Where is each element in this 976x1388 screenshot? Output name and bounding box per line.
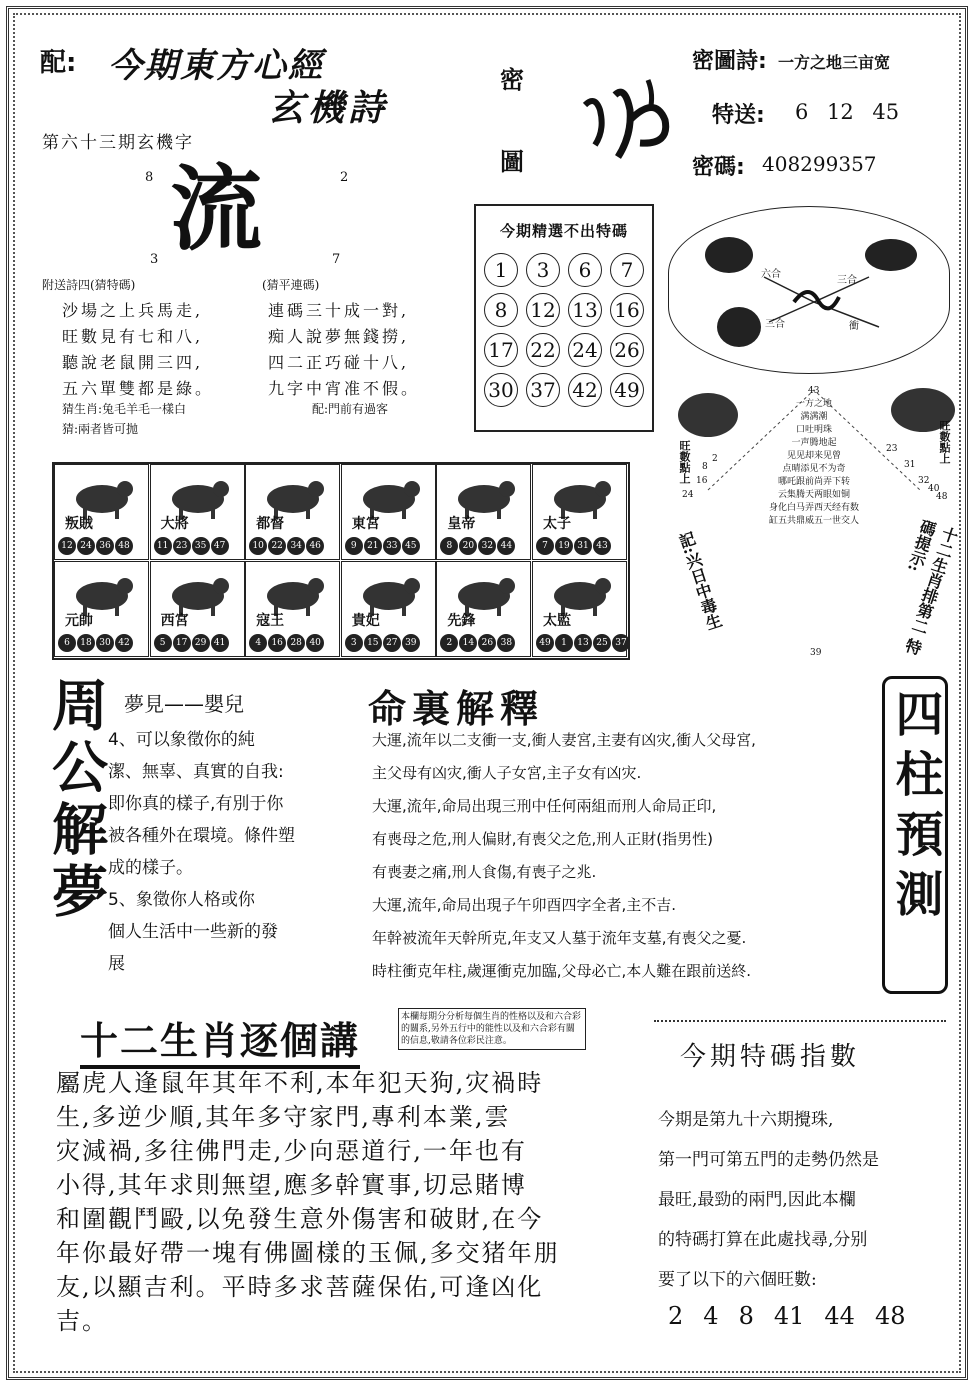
fan-num: 43: [808, 386, 820, 396]
selection-grid: [484, 253, 652, 407]
zodiac-cell: [150, 464, 245, 560]
zodiac-talk-line: 屬虎人逢鼠年其年不利,本年犯天狗,灾禍時: [56, 1069, 544, 1097]
index-numbers: [668, 1302, 905, 1330]
fan-num: 16: [696, 476, 708, 486]
label-sanhe-2: 三合: [765, 319, 785, 330]
zodiac-cell: [54, 561, 149, 657]
zodiac-ball: 28: [287, 634, 305, 652]
special-send-nums: 6 12 45: [795, 100, 900, 124]
zodiac-ball: 12: [58, 537, 76, 555]
zodiac-ball: 18: [77, 634, 95, 652]
pillar-box: [882, 676, 948, 994]
dream-line: 潔、無辜、真實的自我:: [108, 762, 284, 782]
zodiac-ball: 41: [211, 634, 229, 652]
dream-line: 展: [108, 954, 125, 974]
zodiac-ball: 31: [574, 537, 592, 555]
fan-num: 32: [918, 476, 930, 486]
zodiac-ball: 44: [497, 537, 515, 555]
zodiac-talk-line: 灾減禍,多往佛門走,少向惡道行,一年也有: [56, 1137, 527, 1165]
issue-label: 第六十三期玄機字: [42, 133, 194, 153]
zodiac-cell: [532, 464, 627, 560]
dream-line: 個人生活中一些新的發: [108, 922, 278, 942]
zodiac-ball: 46: [306, 537, 324, 555]
zodiac-ball: 48: [115, 537, 133, 555]
relation-lines-icon: [669, 207, 951, 375]
zodiac-cell: [341, 561, 436, 657]
zodiac-ball: 42: [115, 634, 133, 652]
zodiac-ball: 8: [440, 537, 458, 555]
zodiac-ball: 9: [345, 537, 363, 555]
dream-line: 4、可以象徵你的純: [108, 730, 255, 750]
zodiac-name: 都督: [256, 516, 285, 532]
zodiac-name: 寇王: [256, 613, 285, 629]
zodiac-cell: [436, 561, 531, 657]
zodiac-talk-line: 吉。: [56, 1307, 108, 1335]
zodiac-ball: 33: [383, 537, 401, 555]
fan-note-right: 十二生肖排第二 特碼提示:: [901, 516, 961, 657]
fan-line: 一方之地: [795, 399, 832, 409]
fan-line: 身化白马弄西天经有数: [768, 503, 859, 513]
secret-label-top: 密: [500, 65, 524, 94]
zodiac-ball: 38: [497, 634, 515, 652]
zodiac-ball: 30: [96, 634, 114, 652]
zodiac-ball: 10: [249, 537, 267, 555]
corner-num-tr: 2: [340, 170, 349, 185]
index-divider: [654, 1020, 946, 1024]
zodiac-talk-line: 友,以顯吉利。平時多求菩薩保佑,可逢凶化: [56, 1273, 544, 1301]
title-heart-sutra: 今期東方心經: [108, 46, 324, 86]
zodiac-cell: [150, 561, 245, 657]
zodiac-ball: 45: [402, 537, 420, 555]
dream-subtitle: 夢見——嬰兒: [124, 692, 244, 716]
zodiac-talk-title: 十二生肖逐個講: [80, 1010, 360, 1069]
corner-num-br: 7: [332, 252, 341, 267]
zodiac-balls: [154, 537, 230, 555]
index-number: 4: [703, 1302, 719, 1330]
zodiac-ball: 17: [173, 634, 191, 652]
zodiac-name: 先鋒: [447, 613, 476, 629]
zodiac-talk-line: 年你最好帶一塊有佛圖樣的玉佩,多交猪年朋: [56, 1239, 560, 1267]
index-number: 44: [824, 1302, 855, 1330]
fan-num: 2: [712, 454, 718, 464]
zodiac-cell: [54, 464, 149, 560]
zodiac-ball: 1: [555, 634, 573, 652]
zodiac-talk-line: 生,多逆少順,其年多守家門,專利本業,雲: [56, 1103, 511, 1131]
zodiac-ball: 37: [612, 634, 630, 652]
zodiac-cell: [532, 561, 627, 657]
index-line: 今期是第九十六期攪珠,: [658, 1110, 834, 1130]
selection-number: 16: [610, 293, 644, 327]
index-number: 8: [738, 1302, 754, 1330]
zodiac-name: 西宮: [160, 613, 189, 629]
zodiac-name: 叛賊: [65, 516, 93, 532]
fate-line: 大運,流年,命局出現子午卯酉四字全者,主不吉.: [372, 896, 677, 914]
zodiac-ball: 23: [173, 537, 191, 555]
secret-picture-calligraphy-icon: [570, 65, 680, 175]
poem-left-line: 沙場之上兵馬走,: [62, 301, 204, 320]
zodiac-cell: [245, 561, 340, 657]
zodiac-talk-line: 小得,其年求則無望,應多幹實事,切忌賭博: [56, 1171, 527, 1199]
selection-number: 13: [568, 293, 602, 327]
zodiac-ball: 40: [306, 634, 324, 652]
zodiac-ball: 49: [536, 634, 554, 652]
poem-left-line: 五六單雙都是綠。: [62, 379, 215, 398]
index-line: 第一門可第五門的走勢仍然是: [658, 1150, 879, 1170]
index-line: 最旺,最勁的兩門,因此本欄: [658, 1190, 856, 1210]
zodiac-balls: [58, 537, 134, 555]
poem-left-line: 旺數見有七和八,: [62, 327, 204, 346]
dream-line: 即你真的樣子,有別于你: [108, 794, 284, 814]
index-number: 48: [874, 1302, 906, 1330]
poem-right-line: 九字中宵准不假。: [268, 379, 421, 398]
zodiac-balls: [249, 537, 325, 555]
poem-left: [62, 298, 214, 402]
zodiac-ball: 36: [96, 537, 114, 555]
zodiac-ball: 7: [536, 537, 554, 555]
zodiac-ball: 26: [478, 634, 496, 652]
fan-line: 点晴添见不为奇: [782, 464, 846, 474]
fan-diagram: [668, 380, 960, 660]
zodiac-cell: [436, 464, 531, 560]
poem-right-line: 四二正巧碰十八,: [268, 353, 410, 372]
zodiac-name: 貴妃: [351, 613, 380, 629]
zodiac-name: 皇帝: [447, 516, 476, 532]
zodiac-ball: 24: [77, 537, 95, 555]
selection-number: 6: [568, 253, 602, 287]
zodiac-ball: 16: [268, 634, 286, 652]
fan-num: 24: [682, 490, 694, 500]
zodiac-ball: 25: [593, 634, 611, 652]
zodiac-balls: [440, 537, 516, 555]
zodiac-ball: 13: [574, 634, 592, 652]
zodiac-talk-note: 本欄每期分分析每個生肖的性格以及和六合彩的關系,另外五行中的能性以及和六合彩有關的信息,敬請各位彩民注意。: [398, 1008, 586, 1050]
fate-line: 時柱衝克年柱,歲運衝克加臨,父母必亡,本人難在跟前送終.: [372, 962, 752, 980]
dream-line: 成的樣子。: [108, 858, 193, 878]
zodiac-name: 大將: [160, 516, 189, 532]
zodiac-grid: [52, 462, 630, 660]
selection-number: 8: [484, 293, 518, 327]
index-title: 今期特碼指數: [680, 1042, 861, 1072]
zodiac-name: 元帥: [65, 613, 93, 629]
zodiac-ball: 47: [211, 537, 229, 555]
poem-note-guess: 猜:兩者皆可抛: [62, 422, 139, 436]
secret-code-label: 密碼:: [692, 155, 745, 180]
fan-num: 48: [936, 492, 948, 502]
fate-line: 主父母有凶灾,衝人子女宮,主子女有凶灾.: [372, 764, 642, 782]
fate-line: 大運,流年以二支衝一支,衝人妻宮,主妻有凶灾,衝人父母宮,: [372, 731, 756, 749]
dream-vertical-title: 周公解夢: [43, 676, 108, 924]
zodiac-ball: 15: [364, 634, 382, 652]
selection-number: 24: [568, 333, 602, 367]
fate-text: [372, 724, 884, 988]
index-number: 41: [773, 1302, 805, 1330]
tag-right: 旺數點上: [938, 420, 951, 464]
zodiac-ball: 43: [593, 537, 611, 555]
selection-number: 37: [526, 373, 560, 407]
index-number: 2: [668, 1302, 684, 1330]
zodiac-balls: [536, 537, 612, 555]
zodiac-relation-diagram: [668, 206, 950, 374]
secret-poem-text: 一方之地三亩宽: [778, 53, 891, 72]
zodiac-balls: [440, 634, 516, 652]
fan-num: 8: [702, 462, 708, 472]
zodiac-ball: 32: [478, 537, 496, 555]
poem-right-caption: (猜平連碼): [262, 278, 320, 292]
zodiac-name: 太子: [543, 516, 571, 532]
fan-line: 缸五共鼎威五一世交人: [768, 516, 859, 526]
zodiac-talk-text: [56, 1066, 646, 1338]
selection-number: 26: [610, 333, 644, 367]
poem-right-line: 連碼三十成一對,: [268, 301, 410, 320]
selection-number: 12: [526, 293, 560, 327]
fan-num: 39: [810, 648, 822, 658]
fan-num: 40: [928, 484, 940, 494]
zodiac-ball: 4: [249, 634, 267, 652]
zodiac-ball: 34: [287, 537, 305, 555]
zodiac-balls: [536, 634, 631, 652]
selection-number: 7: [610, 253, 644, 287]
zodiac-ball: 21: [364, 537, 382, 555]
label-sanhe-1: 三合: [837, 275, 857, 286]
zodiac-ball: 5: [154, 634, 172, 652]
poem-left-line: 聽說老鼠開三四,: [62, 353, 204, 372]
zodiac-ball: 27: [383, 634, 401, 652]
selection-number: 17: [484, 333, 518, 367]
index-text: [658, 1100, 948, 1300]
fan-note-left: 記:兴日中毒生: [674, 529, 725, 633]
zodiac-ball: 3: [345, 634, 363, 652]
zodiac-name: 東宮: [351, 516, 380, 532]
poem-note-zodiac: 猜生肖:兔毛羊毛一樣白: [62, 402, 187, 416]
zodiac-ball: 19: [555, 537, 573, 555]
fate-line: 大運,流年,命局出現三刑中任何兩組而刑人命局正印,: [372, 797, 717, 815]
zodiac-balls: [345, 634, 421, 652]
selection-number: 3: [526, 253, 560, 287]
zodiac-balls: [345, 537, 421, 555]
fate-title: 命裏解釋: [368, 687, 545, 731]
zodiac-ball: 14: [459, 634, 477, 652]
special-send-label: 特送:: [712, 103, 765, 128]
zodiac-ball: 20: [459, 537, 477, 555]
selection-number: 30: [484, 373, 518, 407]
secret-code-value: 408299357: [762, 152, 877, 176]
secret-label-bottom: 圖: [500, 147, 524, 176]
fan-text: [728, 398, 900, 528]
poem-right: [268, 298, 420, 402]
zodiac-balls: [249, 634, 325, 652]
corner-num-tl: 8: [145, 170, 154, 185]
selection-number: 49: [610, 373, 644, 407]
selection-box: [474, 204, 654, 432]
fan-line: 见见却来见曾: [786, 451, 841, 461]
dream-line: 被各種外在環境。條件塑: [108, 826, 295, 846]
index-line: 的特碼打算在此處找尋,分别: [658, 1230, 868, 1250]
poem-note-match: 配:門前有過客: [312, 402, 389, 416]
fan-line: 一声腾地起: [791, 438, 837, 448]
fate-line: 有喪母之危,刑人偏財,有喪父之危,刑人正財(指男性): [372, 830, 714, 848]
tag-left: 旺數點上: [678, 440, 691, 484]
selection-number: 1: [484, 253, 518, 287]
pei-label: 配:: [40, 48, 77, 78]
fate-line: 有喪妻之痛,刑人食傷,有喪子之兆.: [372, 863, 597, 881]
selection-number: 42: [568, 373, 602, 407]
fate-line: 年幹被流年天幹所克,年支又人墓于流年支墓,有喪父之憂.: [372, 929, 747, 947]
fan-num: 23: [886, 444, 898, 454]
corner-num-bl: 3: [150, 252, 159, 267]
fan-num: 31: [904, 460, 916, 470]
title-riddle-poem: 玄機詩: [268, 88, 389, 129]
dream-text: [108, 724, 350, 980]
label-chong: 衝: [849, 321, 859, 332]
poem-right-line: 痴人說夢無錢撈,: [268, 327, 410, 346]
zodiac-ball: 29: [192, 634, 210, 652]
zodiac-ball: 22: [268, 537, 286, 555]
zodiac-cell: [341, 464, 436, 560]
index-line: 要了以下的六個旺數:: [658, 1270, 817, 1290]
zodiac-ball: 35: [192, 537, 210, 555]
zodiac-balls: [154, 634, 230, 652]
secret-poem-label: 密圖詩:: [692, 49, 767, 74]
pillar-vertical-title: 四柱預測: [887, 689, 943, 929]
zodiac-ball: 6: [58, 634, 76, 652]
zodiac-name: 太監: [543, 613, 571, 629]
zodiac-balls: [58, 634, 134, 652]
dream-line: 5、象徵你人格或你: [108, 890, 255, 910]
zodiac-ball: 11: [154, 537, 172, 555]
zodiac-ball: 2: [440, 634, 458, 652]
poem-left-caption: 附送詩四(猜特碼): [42, 278, 136, 292]
fan-line: 口吐明珠: [795, 425, 832, 435]
selection-title: 今期精選不出特碼: [499, 222, 628, 240]
fan-line: 云集腾天两眼如铜: [777, 490, 850, 500]
big-riddle-char: 流: [170, 156, 273, 263]
selection-number: 22: [526, 333, 560, 367]
label-liuhe: 六合: [761, 269, 781, 280]
zodiac-cell: [245, 464, 340, 560]
zodiac-talk-line: 和圍觀鬥毆,以免發生意外傷害和破財,在今: [56, 1205, 544, 1233]
fan-line: 哪吒跟前尚弄下转: [777, 477, 850, 487]
fan-line: 满满潮: [800, 412, 828, 422]
zodiac-ball: 39: [402, 634, 420, 652]
